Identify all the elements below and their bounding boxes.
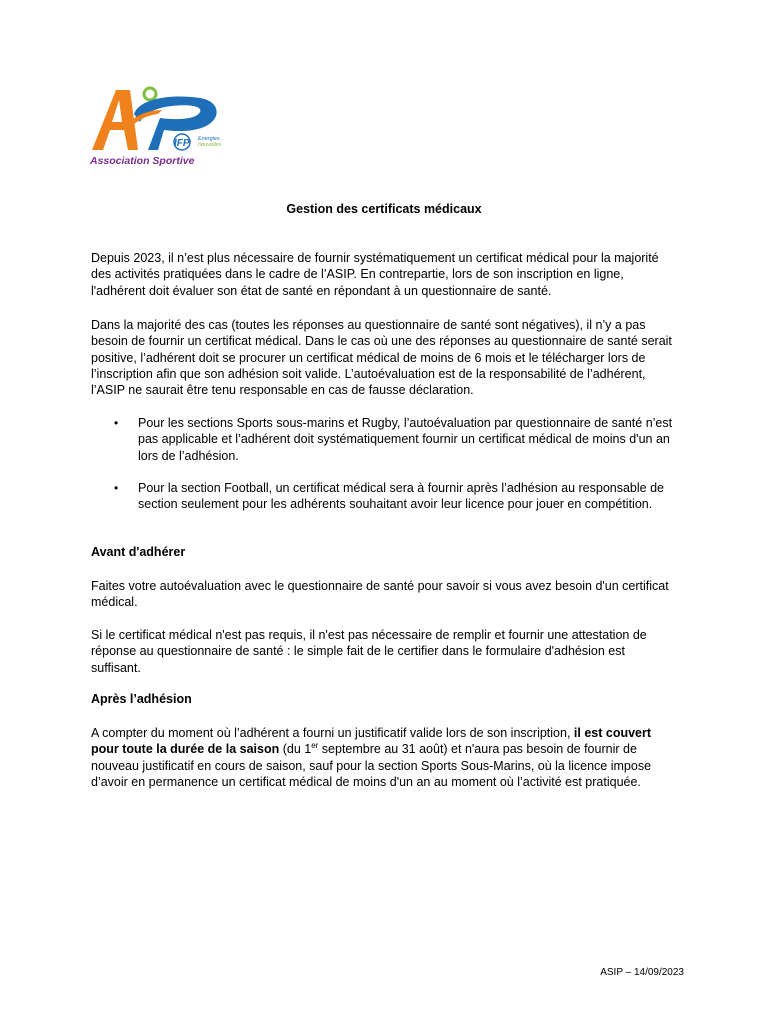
partner-text-line2: nouvelles xyxy=(198,142,222,148)
avant-paragraph-2: Si le certificat médical n'est pas requis, il n'est pas nécessaire de remplir et fournir une attestation de réponse au questionnaire de santé : le simple fait de le certifier dans le formulaire d'adhésion est suffisant. xyxy=(91,628,647,675)
heading-apres: Après l’adhésion xyxy=(91,692,192,706)
list-item xyxy=(91,415,676,464)
logo-text: Association Sportive xyxy=(90,155,195,167)
avant-paragraph-1: Faites votre autoévaluation avec le questionnaire de santé pour savoir si vous avez besoin d'un certificat médical. xyxy=(91,579,669,610)
asip-logo-graphic xyxy=(88,84,238,174)
asip-logo xyxy=(88,84,238,174)
list-item xyxy=(91,480,676,513)
apres-paragraph xyxy=(91,725,676,790)
heading-avant: Avant d'adhérer xyxy=(91,545,186,559)
apres-text-1: A compter du moment où l’adhérent a fourni un justificatif valide lors de son inscription, xyxy=(91,726,574,740)
bullet-marker: • xyxy=(114,480,119,495)
footer-date: ASIP – 14/09/2023 xyxy=(600,967,684,978)
bullet-marker: • xyxy=(114,416,119,430)
partner-text-line1: Energies xyxy=(198,136,220,142)
bullet-text: Pour la section Football, un certificat médical sera à fournir après l’adhésion au responsable de section seulement pour les adhérents souhaitant avoir leur licence pour jouer en compétition. xyxy=(138,480,664,512)
apres-text-2: (du 1 xyxy=(279,742,312,757)
apres-bold-text: il est couvert pour toute la durée de la saison xyxy=(91,726,652,757)
cases-paragraph: Dans la majorité des cas (toutes les réponses au questionnaire de santé sont négatives), il n’y a pas besoin de fournir un certificat médical. Dans le cas où une des réponses au questionnaire de santé serait positive, l’adhérent doit se procurer un certificat médical de moins de 6 mois et le télécharger lors de l’inscription afin que son adhésion soit valide. L’autoévaluation est de la responsabilité de l’adhérent, l’ASIP ne saurait être tenu responsable en cas de fausse déclaration. xyxy=(91,318,672,398)
page-title: Gestion des certificats médicaux xyxy=(286,202,482,216)
ifp-abbr: IFP xyxy=(174,138,190,149)
apres-superscript: er xyxy=(311,741,319,751)
intro-paragraph: Depuis 2023, il n’est plus nécessaire de fournir systématiquement un certificat médical pour la majorité des activités pratiquées dans le cadre de l’ASIP. En contrepartie, lors de son inscription en ligne, l'adhérent doit évaluer son état de santé en répondant à un questionnaire de santé. xyxy=(91,251,659,298)
exceptions-list xyxy=(91,415,676,512)
apres-text-3: septembre au 31 août) et n'aura pas besoin de fournir de nouveau justificatif en cours de saison, sauf pour la section Sports Sous-Marins, où la licence impose d’avoir en permanence un certificat médical de moins d'un an au moment où l’activité est pratiquée. xyxy=(91,742,652,789)
bullet-text: Pour les sections Sports sous-marins et Rugby, l’autoévaluation par questionnaire de santé n’est pas applicable et l’adhérent doit systématiquement fournir un certificat médical de moins d'un an lors de l’adhésion. xyxy=(138,416,673,463)
